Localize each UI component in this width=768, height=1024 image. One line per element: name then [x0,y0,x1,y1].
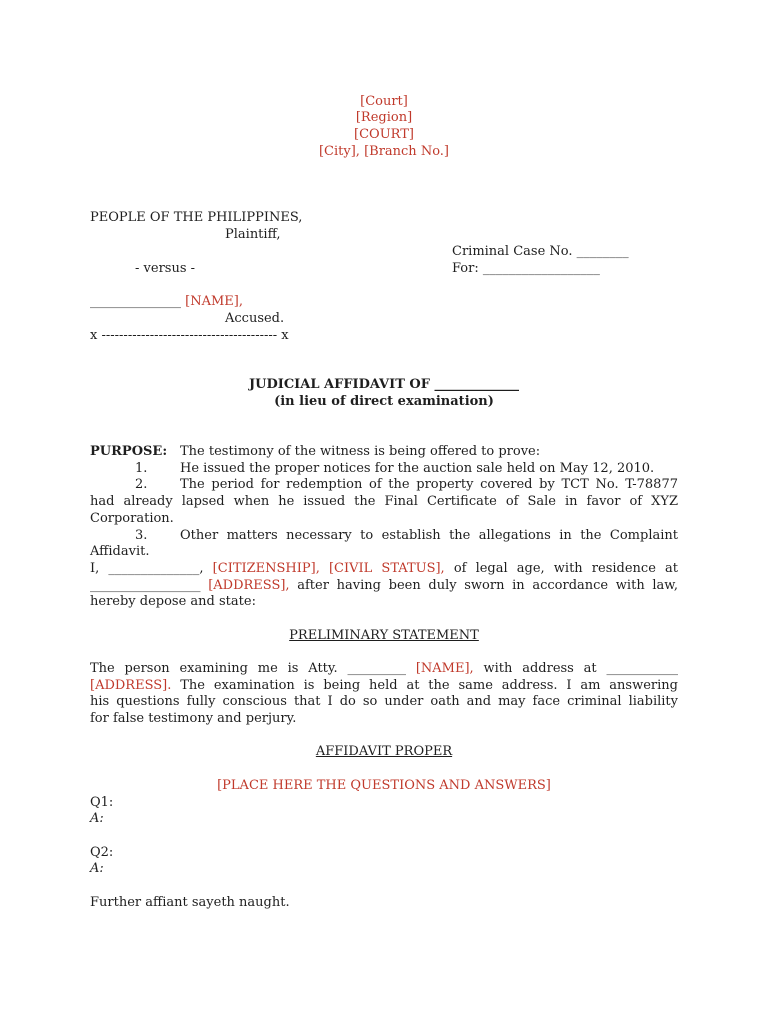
accused-label: Accused. [225,311,285,326]
deposition-line-1 [90,561,678,577]
preliminary-line-3: his questions fully conscious that I do so under oath and may face criminal liability [90,694,678,709]
question-1-label: Q1: [90,795,114,810]
accused-name-placeholder: [NAME], [185,294,243,309]
purpose-label: PURPOSE: [90,444,168,459]
criminal-case-no: Criminal Case No. ________ [452,244,629,259]
affidavit-document [90,0,678,1024]
region-placeholder: [Region] [355,110,413,125]
purpose-item-3-text: Other matters necessary to establish the allegations in the Complaint [180,528,678,543]
purpose-item-2-text: The period for redemption of the property covered by TCT No. T-78877 [180,477,678,492]
deposition-line-2-rest: after having been duly sworn in accordance with law, [297,578,678,593]
plaintiff-label: Plaintiff, [225,227,281,242]
citizenship-placeholder: [CITIZENSHIP], [212,561,320,576]
preliminary-text-c: The examination is being held at the same address. I am answering [180,678,678,693]
accused-blank: ______________ [90,294,181,309]
attorney-name-blank: _________ [347,661,406,676]
affidavit-title: JUDICIAL AFFIDAVIT OF _____________ [248,377,519,392]
preliminary-line-4: for false testimony and perjury. [90,711,297,726]
affidavit-proper-heading: AFFIDAVIT PROPER [315,744,453,759]
deposition-address-blank: _________________ [90,578,201,593]
caption-divider: x ---------------------------------------- x [90,328,289,343]
purpose-item-1-number: 1. [135,461,148,476]
purpose-item-1-text: He issued the proper notices for the auction sale held on May 12, 2010. [180,461,655,476]
purpose-item-2-number: 2. [135,477,148,492]
deposition-line-2 [90,578,678,594]
attorney-address-blank: ___________ [606,661,678,676]
court-caps-placeholder: [COURT] [354,127,414,142]
preliminary-line-1 [90,661,678,677]
deposition-line-1-rest: of legal age, with residence at [453,561,678,576]
purpose-item-2-line-3: Corporation. [90,511,174,526]
answer-1-label: A: [90,811,104,826]
for-field: For: __________________ [452,261,600,276]
purpose-item-2-line-2: had already lapsed when he issued the Final Certificate of Sale in favor of XYZ [90,494,678,509]
attorney-address-placeholder: [ADDRESS]. [90,678,172,693]
preliminary-text-a: The person examining me is Atty. [90,661,338,676]
plaintiff-name: PEOPLE OF THE PHILIPPINES, [90,210,303,225]
purpose-intro: The testimony of the witness is being offered to prove: [180,444,541,459]
purpose-item-3-line-2: Affidavit. [90,544,150,559]
question-2-label: Q2: [90,845,114,860]
answer-2-label: A: [90,861,104,876]
accused-line [90,294,243,310]
attorney-name-placeholder: [NAME], [415,661,474,676]
deposition-line-3: hereby depose and state: [90,594,256,609]
address-placeholder: [ADDRESS], [208,578,290,593]
deposition-i: I, [90,561,100,576]
affidavit-subtitle: (in lieu of direct examination) [274,394,494,409]
closing-statement: Further affiant sayeth naught. [90,895,290,910]
questions-answers-placeholder: [PLACE HERE THE QUESTIONS AND ANSWERS] [217,778,551,793]
deposition-name-blank: ______________, [108,561,204,576]
preliminary-statement-heading: PRELIMINARY STATEMENT [289,628,479,643]
court-placeholder: [Court] [360,94,408,109]
civil-status-placeholder: [CIVIL STATUS], [328,561,445,576]
purpose-item-3-number: 3. [135,528,148,543]
versus-label: - versus - [135,261,196,276]
preliminary-line-2 [90,678,678,694]
preliminary-text-b: with address at [483,661,597,676]
city-branch-placeholder: [City], [Branch No.] [318,144,449,159]
